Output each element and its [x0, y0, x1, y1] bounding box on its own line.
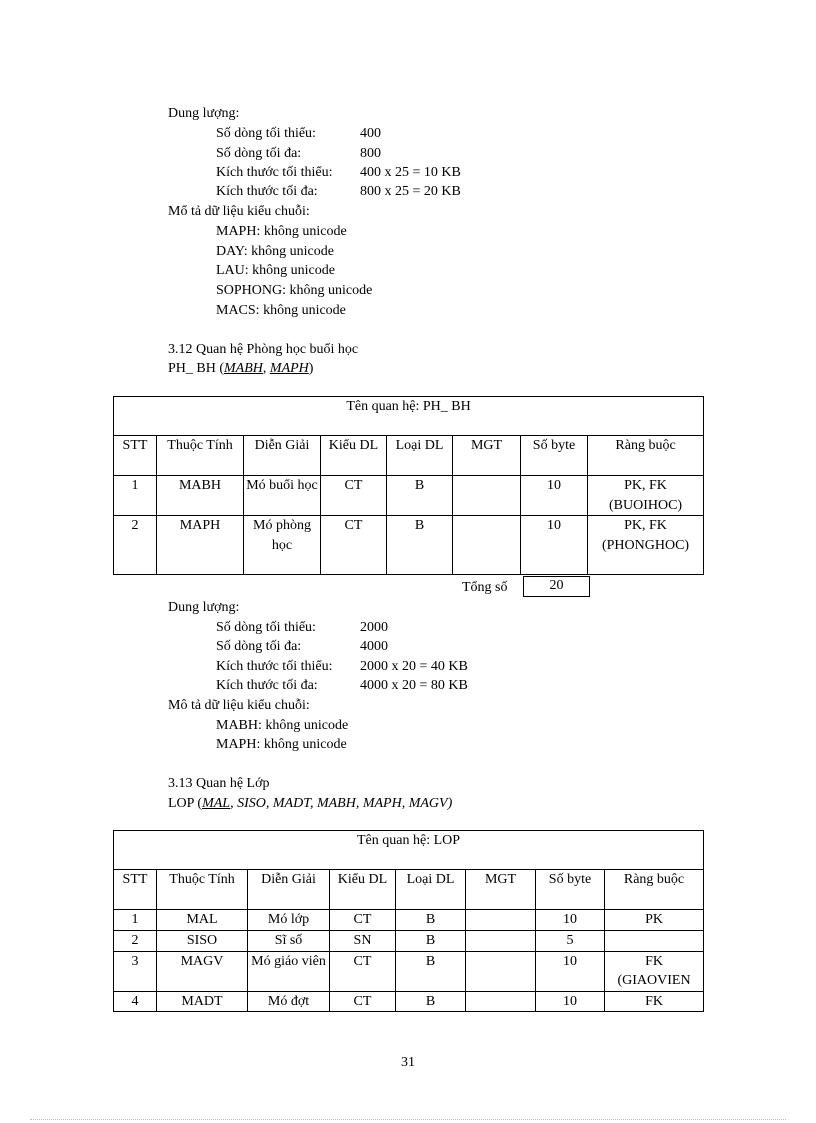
string-desc-item: SOPHONG: không unicode — [216, 283, 373, 298]
relation-table-ph-bh — [113, 396, 704, 575]
column-header: Số byte — [521, 436, 588, 476]
table-cell: PK — [605, 910, 704, 931]
capacity-label: Dung lượng: — [168, 600, 240, 615]
column-header: STT — [114, 870, 157, 910]
table-cell: MABH — [157, 476, 244, 516]
table-cell: FK (GIAOVIEN — [605, 951, 704, 991]
table-cell — [453, 476, 521, 516]
table-cell: 3 — [114, 951, 157, 991]
capacity-row-value: 400 x 25 = 10 KB — [360, 165, 461, 180]
table-header-row — [114, 870, 704, 910]
table-cell: CT — [321, 476, 387, 516]
table-title: Tên quan hệ: PH_ BH — [114, 397, 704, 436]
table-cell: Mó giáo viên — [248, 951, 330, 991]
table-row — [114, 516, 704, 575]
column-header: Số byte — [536, 870, 605, 910]
table-cell: B — [396, 931, 466, 952]
capacity-row-value: 400 — [360, 126, 381, 141]
string-desc-label: Mô tả dữ liệu kiểu chuỗi: — [168, 698, 310, 713]
table-cell: MAPH — [157, 516, 244, 575]
column-header: STT — [114, 436, 157, 476]
column-header: Thuộc Tính — [157, 436, 244, 476]
table-cell: Mó buổi học — [244, 476, 321, 516]
table-cell: Sĩ số — [248, 931, 330, 952]
relation-schema: PH_ BH (MABH, MAPH) — [168, 361, 314, 376]
table-cell: CT — [330, 991, 396, 1012]
table-cell: 5 — [536, 931, 605, 952]
section-heading: 3.13 Quan hệ Lớp — [168, 776, 270, 791]
column-header: Diễn Giải — [244, 436, 321, 476]
string-desc-label: Mổ tả dữ liệu kiểu chuỗi: — [168, 204, 310, 219]
capacity-row-label: Số dòng tối đa: — [216, 146, 302, 161]
table-cell: 10 — [521, 476, 588, 516]
table-cell: B — [387, 516, 453, 575]
table-cell — [466, 931, 536, 952]
string-desc-item: MACS: không unicode — [216, 303, 346, 318]
table-cell: 10 — [536, 951, 605, 991]
capacity-row-value: 4000 x 20 = 80 KB — [360, 678, 468, 693]
total-label: Tổng số — [462, 580, 508, 595]
capacity-row-label: Kích thước tối đa: — [216, 678, 318, 693]
column-header: Ràng buộc — [588, 436, 704, 476]
table-cell: 2 — [114, 516, 157, 575]
primary-key: MAPH — [269, 361, 309, 376]
table-header-row — [114, 436, 704, 476]
table-cell: SISO — [157, 931, 248, 952]
capacity-row-label: Kích thước tối thiểu: — [216, 659, 333, 674]
section-heading: 3.12 Quan hệ Phòng học buổi học — [168, 342, 359, 357]
table-cell: Mó lớp — [248, 910, 330, 931]
table-cell — [605, 931, 704, 952]
table-cell: B — [396, 951, 466, 991]
column-header: Loại DL — [396, 870, 466, 910]
table-cell: B — [396, 910, 466, 931]
string-desc-item: LAU: không unicode — [216, 263, 335, 278]
table-cell — [466, 951, 536, 991]
capacity-row-label: Số dòng tối thiểu: — [216, 126, 316, 141]
column-header: Thuộc Tính — [157, 870, 248, 910]
capacity-row-label: Số dòng tối đa: — [216, 639, 302, 654]
capacity-row-value: 2000 x 20 = 40 KB — [360, 659, 468, 674]
table-cell — [453, 516, 521, 575]
page-border-divider — [30, 1119, 786, 1120]
capacity-row-label: Số dòng tối thiểu: — [216, 620, 316, 635]
table-cell: Mó đợt — [248, 991, 330, 1012]
primary-key: MAL — [202, 796, 231, 811]
primary-key: MABH — [224, 361, 263, 376]
table-cell: PK, FK (PHONGHOC) — [588, 516, 704, 575]
table-cell: MAL — [157, 910, 248, 931]
table-cell: 2 — [114, 931, 157, 952]
table-cell: SN — [330, 931, 396, 952]
total-value: 20 — [523, 576, 590, 597]
table-title: Tên quan hệ: LOP — [114, 831, 704, 870]
string-desc-item: MABH: không unicode — [216, 718, 349, 733]
table-cell: 10 — [536, 991, 605, 1012]
table-cell: CT — [330, 910, 396, 931]
table-cell: MADT — [157, 991, 248, 1012]
page-number: 31 — [401, 1055, 415, 1070]
table-cell: 10 — [521, 516, 588, 575]
capacity-row-value: 800 x 25 = 20 KB — [360, 184, 461, 199]
table-cell: CT — [330, 951, 396, 991]
column-header: MGT — [466, 870, 536, 910]
table-row — [114, 931, 704, 952]
capacity-row-label: Kích thước tối thiểu: — [216, 165, 333, 180]
table-row — [114, 991, 704, 1012]
string-desc-item: DAY: không unicode — [216, 244, 334, 259]
table-cell: Mó phòng học — [244, 516, 321, 575]
column-header: Kiểu DL — [330, 870, 396, 910]
column-header: Kiểu DL — [321, 436, 387, 476]
table-cell: B — [387, 476, 453, 516]
table-cell: 1 — [114, 910, 157, 931]
capacity-row-value: 2000 — [360, 620, 388, 635]
capacity-row-value: 800 — [360, 146, 381, 161]
table-cell — [466, 991, 536, 1012]
column-header: Diễn Giải — [248, 870, 330, 910]
string-desc-item: MAPH: không unicode — [216, 224, 347, 239]
table-cell — [466, 910, 536, 931]
capacity-row-value: 4000 — [360, 639, 388, 654]
table-cell: B — [396, 991, 466, 1012]
table-row — [114, 951, 704, 991]
string-desc-item: MAPH: không unicode — [216, 737, 347, 752]
table-cell: 4 — [114, 991, 157, 1012]
capacity-label: Dung lượng: — [168, 106, 240, 121]
relation-table-lop — [113, 830, 704, 1012]
table-cell: FK — [605, 991, 704, 1012]
table-cell: 10 — [536, 910, 605, 931]
column-header: Loại DL — [387, 436, 453, 476]
table-cell: 1 — [114, 476, 157, 516]
table-cell: PK, FK (BUOIHOC) — [588, 476, 704, 516]
column-header: Ràng buộc — [605, 870, 704, 910]
table-cell: MAGV — [157, 951, 248, 991]
table-row — [114, 910, 704, 931]
relation-schema: LOP (MAL, SISO, MADT, MABH, MAPH, MAGV) — [168, 796, 453, 811]
table-cell: CT — [321, 516, 387, 575]
column-header: MGT — [453, 436, 521, 476]
table-row — [114, 476, 704, 516]
capacity-row-label: Kích thước tối đa: — [216, 184, 318, 199]
